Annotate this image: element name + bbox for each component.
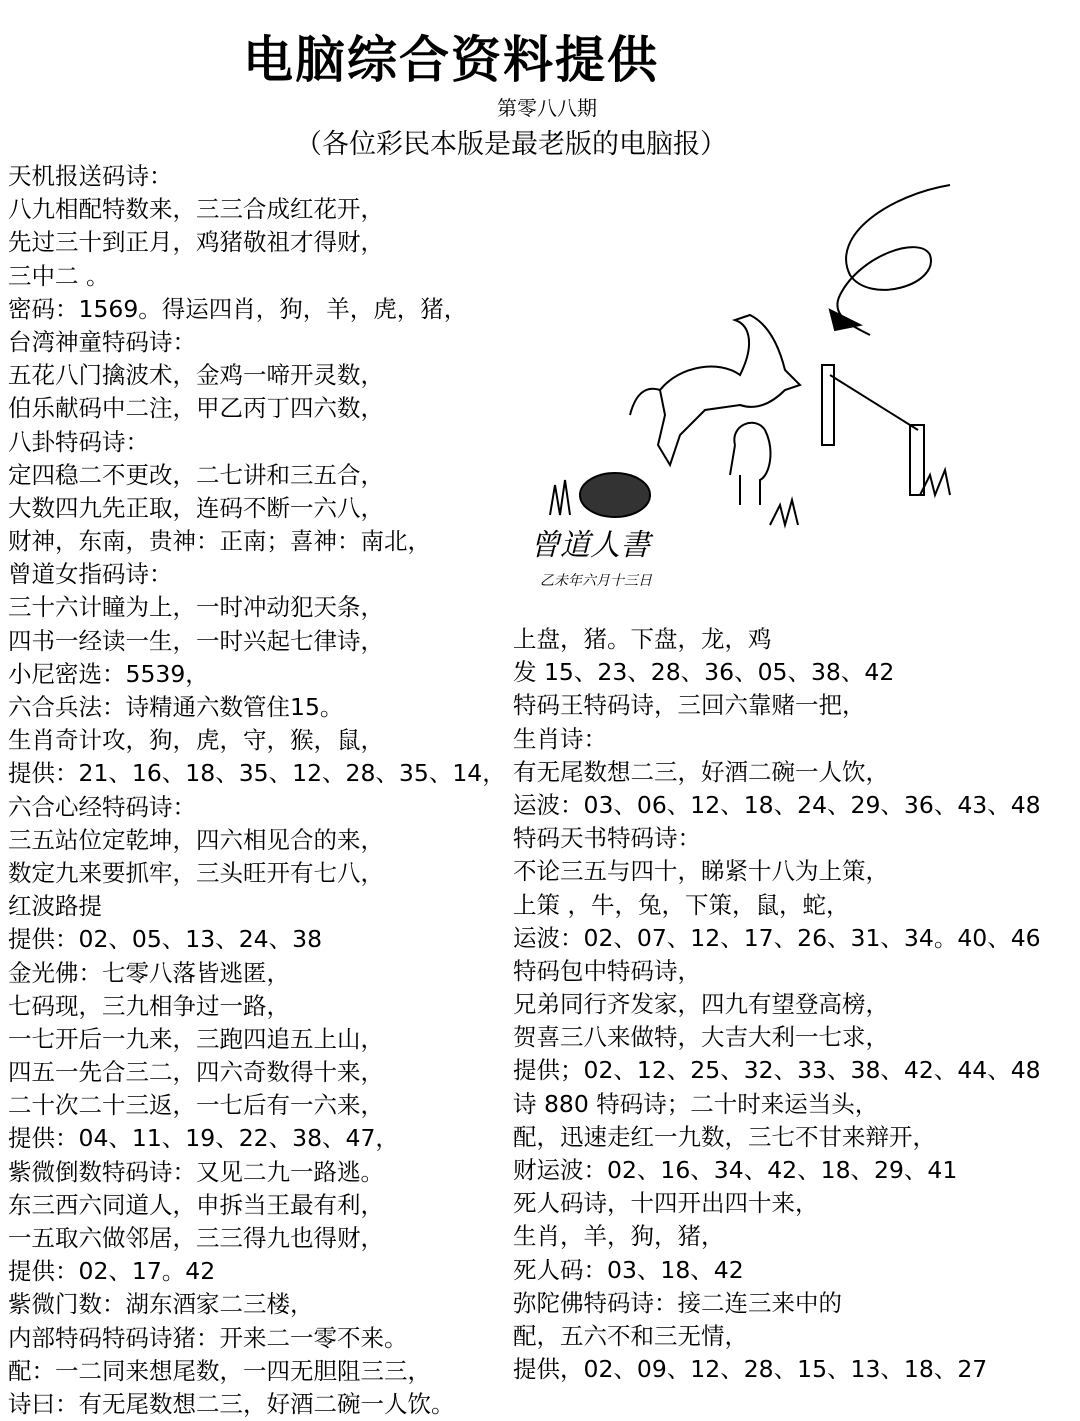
text-line: 金光佛：七零八落皆逃匿， [8, 958, 290, 987]
text-line: 弥陀佛特码诗：接二连三来中的 [513, 1288, 842, 1317]
text-line: 特码包中特码诗， [513, 956, 701, 985]
text-line: 紫微倒数特码诗：又见二九一路逃。 [8, 1157, 384, 1186]
text-line: 上盘，猪。下盘，龙，鸡 [513, 625, 772, 653]
text-line: 内部特码特码诗猪：开来二一零不来。 [8, 1323, 408, 1352]
text-line: 二十次二十三返，一七后有一六来， [8, 1091, 384, 1120]
text-line: 大数四九先正取，连码不断一六八， [8, 493, 384, 522]
text-line: 运波：02、07、12、17、26、31、34。40、46 [513, 923, 1041, 952]
horse-illustration [530, 175, 990, 615]
text-line: 财神，东南，贵神：正南；喜神：南北， [8, 527, 431, 556]
text-line: 发 15、23、28、36、05、38、42 [513, 658, 895, 687]
text-line: 天机报送码诗： [8, 162, 173, 190]
text-line: 有无尾数想二三，好酒二碗一人饮， [513, 757, 889, 786]
text-line: 三五站位定乾坤，四六相见合的来， [8, 825, 384, 854]
text-line: 死人码诗，十四开出四十来， [513, 1189, 819, 1218]
text-line: 运波：03、06、12、18、24、29、36、43、48 [513, 790, 1041, 819]
page-title: 电脑综合资料提供 [243, 31, 659, 89]
issue-number: 第零八八期 [497, 96, 597, 120]
text-line: 六合心经特码诗： [8, 792, 196, 821]
text-line: 数定九来要抓牢，三头旺开有七八， [8, 858, 384, 887]
text-line: 台湾神童特码诗： [8, 327, 196, 356]
text-line: 上策 ，牛，兔，下策，鼠，蛇， [513, 890, 850, 919]
text-line: 曾道女指码诗： [8, 560, 173, 589]
text-line: 密码：1569。得运四肖，狗，羊，虎，猪， [8, 294, 468, 323]
text-line: 提供：04、11、19、22、38、47， [8, 1124, 399, 1153]
signature-date: 乙未年六月十三日 [540, 573, 652, 589]
text-line: 配：一二同来想尾数，一四无胆阻三三， [8, 1356, 431, 1385]
left-text-column [8, 160, 506, 1421]
rock [580, 473, 650, 517]
text-line: 配，五六不和三无情， [513, 1321, 748, 1350]
page-subtitle: （各位彩民本版是最老版的电脑报） [295, 129, 727, 160]
text-line: 财运波：02、16、34、42、18、29、41 [513, 1156, 958, 1184]
text-line: 东三西六同道人，申拆当王最有利， [8, 1190, 384, 1219]
text-line: 一五取六做邻居，三三得九也得财， [8, 1224, 384, 1252]
text-line: 死人码：03、18、42 [513, 1255, 744, 1284]
text-line: 一七开后一九来，三跑四追五上山， [8, 1024, 384, 1053]
text-line: 特码天书特码诗： [513, 824, 701, 853]
text-line: 伯乐献码中二注，甲乙丙丁四六数， [8, 394, 384, 423]
text-line: 生肖诗： [513, 724, 607, 753]
text-line: 诗曰：有无尾数想二三，好酒二碗一人饮。 [8, 1389, 455, 1418]
text-line: 不论三五与四十，睇紧十八为上策， [513, 857, 889, 886]
text-line: 提供：21、16、18、35、12、28、35、14， [8, 759, 506, 788]
text-line: 八九相配特数来，三三合成红花开， [8, 195, 384, 224]
text-line: 六合兵法：诗精通六数管住15。 [8, 693, 344, 721]
text-line: 兄弟同行齐发家，四九有望登高榜， [513, 990, 889, 1019]
text-line: 三中二 。 [8, 261, 110, 290]
fence-rail [830, 375, 918, 430]
text-line: 诗 880 特码诗；二十时来运当头， [513, 1089, 879, 1118]
text-line: 贺喜三八来做特，大吉大利一七求， [513, 1023, 889, 1052]
artist-signature: 曾道人書 [530, 528, 650, 563]
text-line: 提供；02、12、25、32、33、38、42、44、48 [513, 1056, 1041, 1085]
text-line: 配，迅速走红一九数，三七不甘来辩开， [513, 1122, 936, 1151]
fence-post-right [910, 425, 924, 495]
text-line: 定四稳二不更改，二七讲和三五合， [8, 460, 384, 489]
text-line: 八卦特码诗： [8, 427, 149, 456]
text-line: 四五一先合三二，四六奇数得十来， [8, 1058, 384, 1087]
kite-string [837, 185, 950, 335]
text-line: 生肖，羊，狗，猪， [513, 1222, 725, 1251]
text-line: 生肖奇计攻，狗，虎，守，猴，鼠， [8, 726, 384, 755]
text-line: 五花八门擒波术，金鸡一啼开灵数， [8, 361, 384, 390]
jumping-horse [658, 315, 800, 465]
text-line: 七码现，三九相争过一路， [8, 991, 290, 1020]
standing-horse [730, 423, 770, 505]
right-text-column [513, 623, 1073, 1386]
text-line: 小尼密选：5539， [8, 659, 209, 688]
text-line: 四书一经读一生，一时兴起七律诗， [8, 626, 384, 655]
text-line: 特码王特码诗，三回六靠赌一把， [513, 691, 866, 720]
text-line: 提供：02、17。42 [8, 1257, 216, 1286]
text-line: 紫微门数：湖东酒家二三楼， [8, 1290, 314, 1319]
text-line: 提供，02、09、12、28、15、13、18、27 [513, 1355, 988, 1384]
text-line: 红波路提 [8, 892, 102, 921]
text-line: 提供：02、05、13、24、38 [8, 925, 323, 954]
text-line: 先过三十到正月，鸡猪敬祖才得财， [8, 228, 384, 257]
text-line: 三十六计瞳为上，一时冲动犯天条， [8, 593, 384, 622]
